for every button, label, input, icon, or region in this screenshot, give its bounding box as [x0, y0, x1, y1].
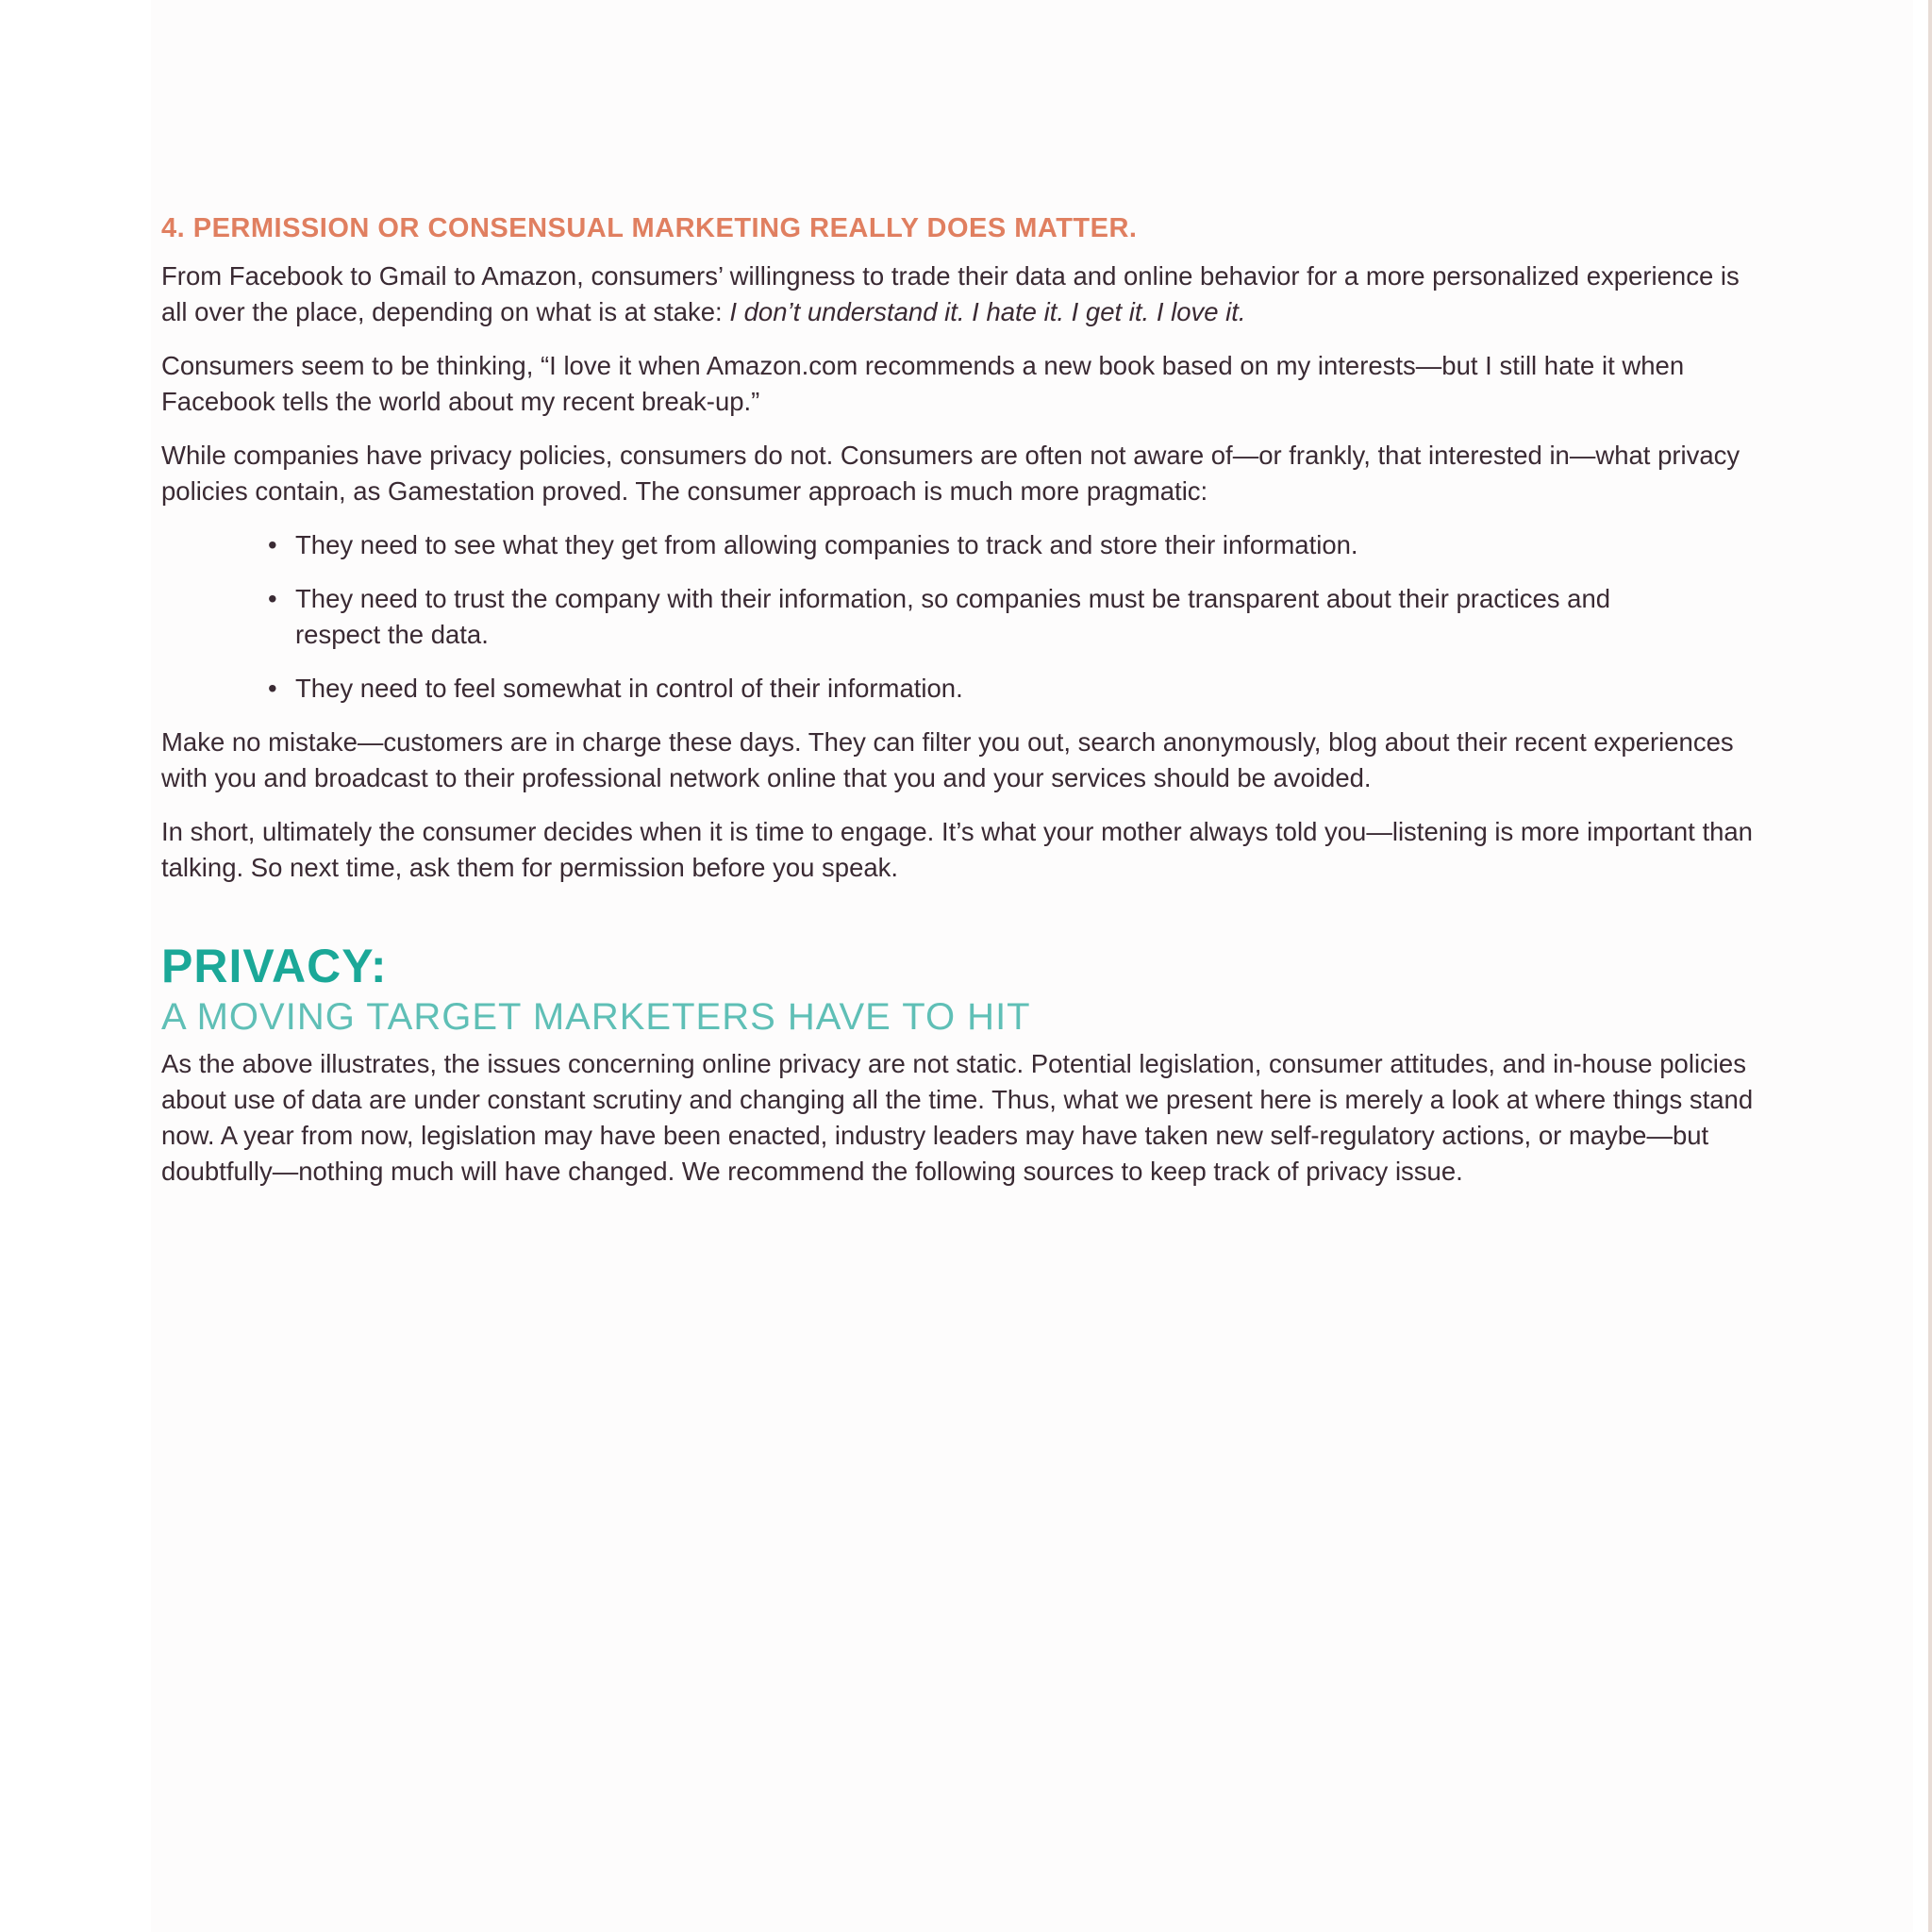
paragraph-4: Make no mistake—customers are in charge these days. They can filter you out, search anonymously, blog about their recent experiences with you and broadcast to their professional network online that you and your services should be avoided. — [161, 727, 1734, 792]
bullet-icon: • — [268, 584, 277, 613]
paragraph-2: Consumers seem to be thinking, “I love it when Amazon.com recommends a new book based on my interests—but I still hate it when Facebook tells the world about my recent break-up.” — [161, 351, 1685, 416]
paragraph-1-text: From Facebook to Gmail to Amazon, consumers’ willingness to trade their data and online behavior for a more personalized experience is all over the place, depending on what is at stake: — [161, 261, 1740, 326]
bullet-icon: • — [268, 674, 277, 703]
bullet-text: They need to feel somewhat in control of their information. — [295, 674, 963, 703]
bullet-text: They need to trust the company with their information, so companies must be transparent about their practices and respect the data. — [295, 584, 1611, 649]
paragraph-1 — [161, 258, 1765, 330]
bullet-text: They need to see what they get from allowing companies to track and store their information. — [295, 530, 1358, 559]
list-item — [268, 671, 1691, 707]
list-item — [268, 527, 1691, 563]
privacy-paragraph: As the above illustrates, the issues concerning online privacy are not static. Potential legislation, consumer attitudes, and in-house policies about use of data are under constant scrutiny and changing all the time. Thus, what we present here is merely a look at where things stand now. A year from now, legislation may have been enacted, industry leaders may have taken new self-regulatory actions, or maybe—but doubtfully—nothing much will have changed. We recommend the following sources to keep track of privacy issue. — [161, 1049, 1754, 1186]
paragraph-3: While companies have privacy policies, consumers do not. Consumers are often not aware of—or frankly, that interested in—what privacy policies contain, as Gamestation proved. The consumer approach is much more pragmatic: — [161, 441, 1740, 506]
privacy-subtitle: A MOVING TARGET MARKETERS HAVE TO HIT — [161, 996, 1031, 1038]
paragraph-1-italic: I don’t understand it. I hate it. I get it. I love it. — [729, 297, 1246, 326]
page-edge-rule — [1928, 0, 1932, 1932]
privacy-title: PRIVACY: — [161, 940, 388, 992]
list-item — [268, 581, 1691, 653]
paragraph-5: In short, ultimately the consumer decides when it is time to engage. It’s what your mother always told you—listening is more important than talking. So next time, ask them for permission before you speak. — [161, 817, 1753, 882]
bullet-icon: • — [268, 530, 277, 559]
bullet-list — [161, 527, 1765, 707]
page-content — [161, 209, 1765, 1208]
section-heading: 4. PERMISSION OR CONSENSUAL MARKETING REALLY DOES MATTER. — [161, 213, 1138, 243]
